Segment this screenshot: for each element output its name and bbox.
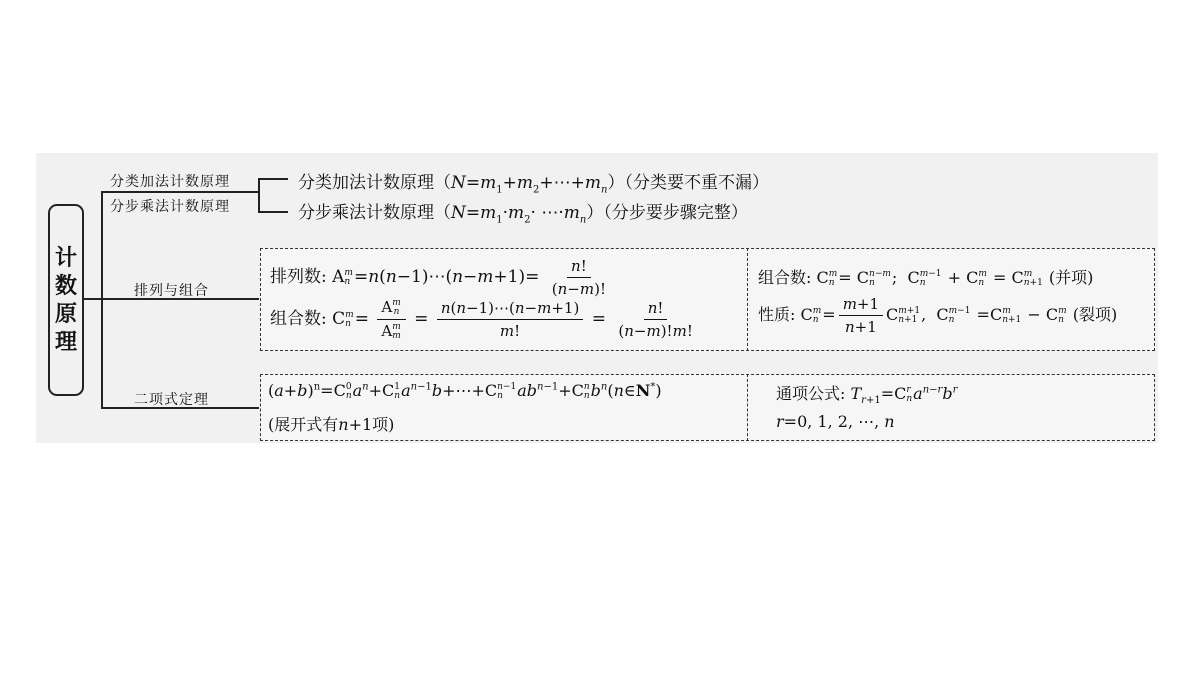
root-char: 原 <box>54 301 77 327</box>
branch-label-permutation: 排列与组合 <box>134 283 209 299</box>
connector <box>101 191 259 193</box>
connector <box>101 191 103 408</box>
root-char: 理 <box>54 329 77 355</box>
box-divider <box>747 374 748 441</box>
term-count-note: (展开式有n+1项) <box>268 415 395 434</box>
branch-label-binomial: 二项式定理 <box>134 392 209 408</box>
branch-label-multiplication: 分步乘法计数原理 <box>110 199 230 215</box>
root-char: 计 <box>54 245 77 271</box>
general-term-formula: 通项公式: $T_{r+1}=C$ r n $a^{n-r}b^r$ <box>776 384 958 407</box>
root-node <box>48 204 84 396</box>
connector <box>84 298 102 300</box>
connector <box>258 211 288 213</box>
box-divider <box>747 248 748 351</box>
combination-formula: 组合数: C m n = A m n A m m = $\frac{n(n-1)\cdots(n-m+1)}{m!}$ = $\frac{n!}{(n-m)!m!}$ <box>270 298 693 341</box>
combination-symmetry: 组合数: C m n = C n−m n ; C m−1 n + C m n = C m n+1 (并项) <box>758 268 1094 288</box>
permutation-formula: 排列数: A m n =n(n−1)⋯(n−m+1)= $\frac{n!}{(n-m)!}$ <box>270 257 606 298</box>
combination-property: 性质: C m n = $\frac{m+1}{n+1}$ C m+1 n+1 , C m−1 n =C m n+1 − C m n (裂项) <box>758 295 1118 336</box>
root-char: 数 <box>54 273 77 299</box>
addition-principle: 分类加法计数原理$(N=m_1+m_2+\cdots+m_n)$（分类要不重不漏） <box>298 173 769 196</box>
branch-label-addition: 分类加法计数原理 <box>110 174 230 190</box>
r-range: r=0, 1, 2, ⋯, n <box>776 412 895 431</box>
connector <box>258 178 260 212</box>
multiplication-principle: 分步乘法计数原理（$N=m_1\cdot m_2\cdot$ $\cdots\cdot m_n$）（分步要步骤完整） <box>298 203 748 226</box>
binomial-expansion: $(a+b)^n=C$ 0 n $a^n+C$ 1 n $a^{n-1}b+\cdots+C$ n−1 n $ab^{n-1}+C$ n n $b^n(n\in N^*)$ <box>268 381 662 401</box>
connector <box>258 178 288 180</box>
